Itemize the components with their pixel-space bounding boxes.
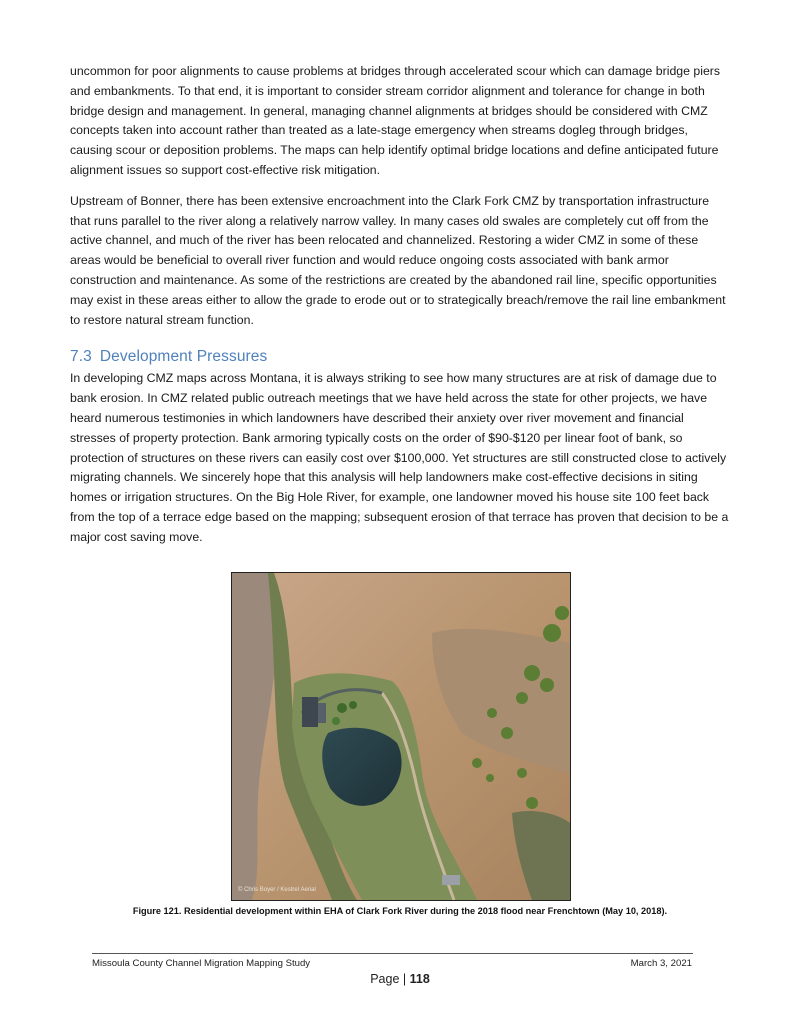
photo-watermark: © Chris Boyer / Kestrel Aerial: [238, 887, 316, 893]
section-title: Development Pressures: [99, 348, 268, 366]
section-heading: [70, 348, 732, 366]
aerial-photo-figure: [231, 572, 571, 901]
garage-roof: [318, 703, 326, 723]
section-number: 7.3: [70, 348, 92, 366]
paragraph-development: In developing CMZ maps across Montana, it is always striking to see how many structures are at risk of damage due to bank erosion. In CMZ related public outreach meetings that we have held across the state for other projects, we have heard numerous testimonies in which landowners have described their anxiety over river movement and financial stresses of property protection. Bank armoring typically costs on the order of $90-$120 per linear foot of bank, so protection of structures on these rivers can easily cost over $100,000. Yet structures are still constructed close to actively migrating channels. We sincerely hope that this analysis will help landowners make cost-effective decisions in siting homes or irrigation structures. On the Big Hole River, for example, one landowner moved his house site 100 feet back from the top of a terrace edge based on the mapping; subsequent erosion of that terrace has proven that decision to be a major cost saving move.: [70, 371, 729, 544]
paragraph-bonner: Upstream of Bonner, there has been extensive encroachment into the Clark Fork CMZ by transportation infrastructure that runs parallel to the river along a relatively narrow valley. In many cases old swales are completely cut off from the active channel, and much of the river has been relocated and channelized. Restoring a wider CMZ in some of these areas would be beneficial to overall river function and would reduce ongoing costs associated with bank armor construction and maintenance. As some of the restrictions are created by the abandoned rail line, specific opportunities may exist in these areas either to allow the grade to erode out or to strategically breach/remove the rail line embankment to restore natural stream function.: [70, 193, 726, 327]
paragraph-bridges: uncommon for poor alignments to cause problems at bridges through accelerated scour which can damage bridge piers and embankments. To that end, it is important to consider stream corridor alignment and tolerance for change in both bridge design and management. In general, managing channel alignments at bridges should be considered with CMZ concepts taken into account rather than treated as a late-stage emergency when streams dogleg through bridges, causing scour or deposition problems. The maps can help identify optimal bridge locations and define anticipated future alignment issues so support cost-effective risk mitigation.: [70, 64, 721, 177]
footer-title: Missoula County Channel Migration Mapping Study: [92, 958, 311, 969]
page-number-value: 118: [409, 972, 430, 986]
footer-rule: [92, 953, 693, 954]
house-roof: [302, 697, 318, 727]
aerial-photo: [232, 573, 570, 900]
figure-caption: Figure 121. Residential development within EHA of Clark Fork River during the 2018 flood near Frenchtown (May 10, 2018).: [132, 906, 668, 916]
page-body: [70, 62, 732, 559]
footer-date: March 3, 2021: [630, 958, 692, 969]
page-number: [0, 972, 800, 986]
outbuilding: [442, 875, 460, 885]
page-label: Page |: [370, 972, 410, 986]
